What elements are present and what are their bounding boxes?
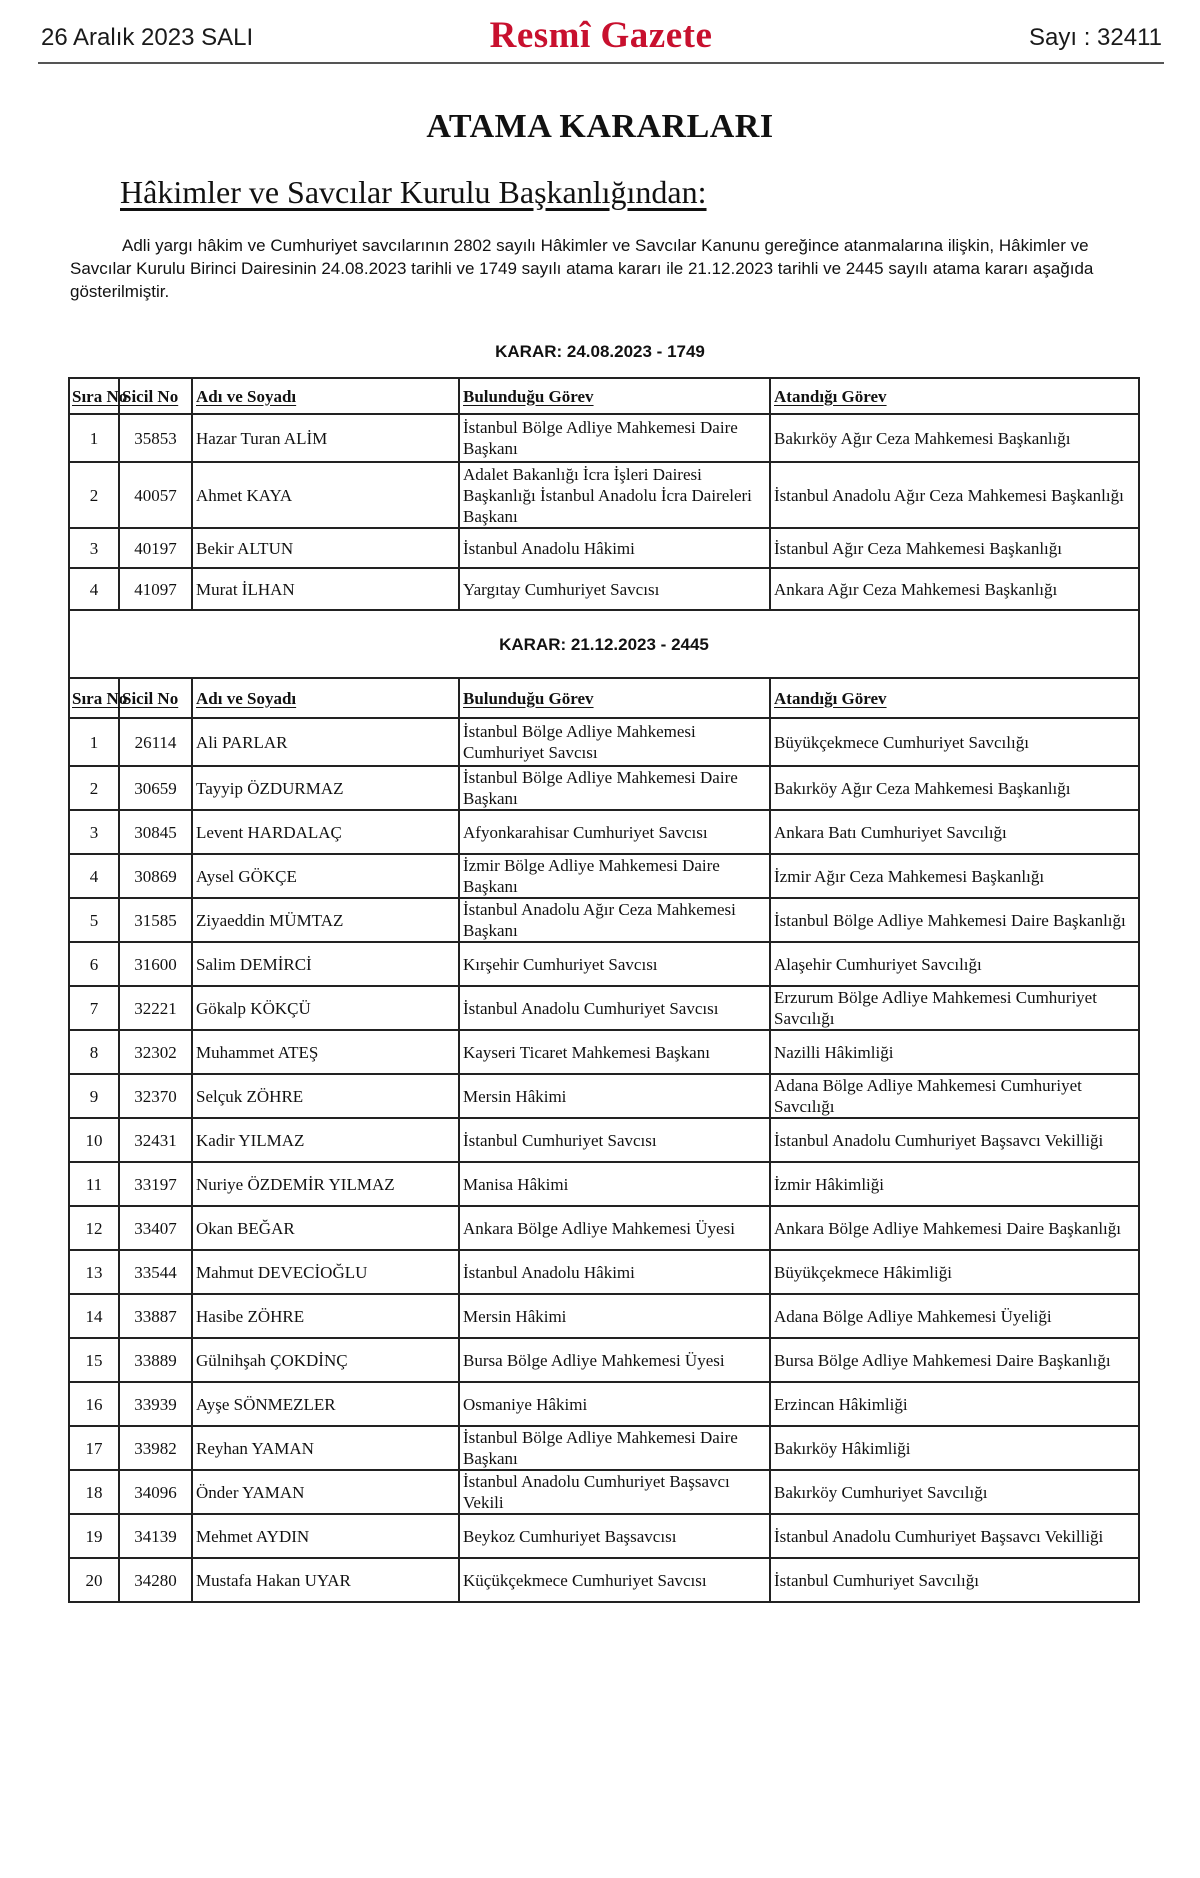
cell-adi-soyadi: Hasibe ZÖHRE (192, 1294, 459, 1338)
column-header-atandigi-gorev: Atandığı Görev (770, 678, 1139, 718)
cell-atandigi-gorev: Adana Bölge Adliye Mahkemesi Üyeliği (770, 1294, 1139, 1338)
cell-bulundugu-gorev: Beykoz Cumhuriyet Başsavcısı (459, 1514, 770, 1558)
appointments-table (68, 377, 1140, 1603)
cell-bulundugu-gorev: İzmir Bölge Adliye Mahkemesi Daire Başkanı (459, 854, 770, 898)
cell-bulundugu-gorev: Mersin Hâkimi (459, 1294, 770, 1338)
cell-atandigi-gorev: Adana Bölge Adliye Mahkemesi Cumhuriyet Savcılığı (770, 1074, 1139, 1118)
cell-adi-soyadi: Gülnihşah ÇOKDİNÇ (192, 1338, 459, 1382)
cell-sira-no: 14 (69, 1294, 119, 1338)
cell-sira-no: 2 (69, 766, 119, 810)
cell-sira-no: 6 (69, 942, 119, 986)
cell-adi-soyadi: Ali PARLAR (192, 718, 459, 766)
cell-adi-soyadi: Tayyip ÖZDURMAZ (192, 766, 459, 810)
cell-bulundugu-gorev: Kırşehir Cumhuriyet Savcısı (459, 942, 770, 986)
table-header-row (69, 678, 1139, 718)
cell-adi-soyadi: Murat İLHAN (192, 568, 459, 610)
cell-atandigi-gorev: Bakırköy Cumhuriyet Savcılığı (770, 1470, 1139, 1514)
table-row (69, 898, 1139, 942)
cell-sicil-no: 33197 (119, 1162, 192, 1206)
cell-sicil-no: 40057 (119, 462, 192, 528)
intro-paragraph: Adli yargı hâkim ve Cumhuriyet savcılarının 2802 sayılı Hâkimler ve Savcılar Kanunu gereğince atanmalarına ilişkin, Hâkimler ve Savcılar Kurulu Birinci Dairesinin 24.08.2023 tarihli ve 1749 sayılı atama kararı ile 21.12.2023 tarihli ve 2445 sayılı atama kararı aşağıda gösterilmiştir. (70, 236, 1094, 301)
cell-sicil-no: 32431 (119, 1118, 192, 1162)
cell-atandigi-gorev: Alaşehir Cumhuriyet Savcılığı (770, 942, 1139, 986)
table-row (69, 766, 1139, 810)
column-header-sira-no: Sıra No (69, 678, 119, 718)
cell-atandigi-gorev: İzmir Ağır Ceza Mahkemesi Başkanlığı (770, 854, 1139, 898)
cell-adi-soyadi: Nuriye ÖZDEMİR YILMAZ (192, 1162, 459, 1206)
cell-atandigi-gorev: İstanbul Anadolu Cumhuriyet Başsavcı Vekilliği (770, 1514, 1139, 1558)
issue-date: 26 Aralık 2023 SALI (41, 24, 254, 51)
cell-bulundugu-gorev: İstanbul Bölge Adliye Mahkemesi Daire Başkanı (459, 1426, 770, 1470)
cell-adi-soyadi: Mehmet AYDIN (192, 1514, 459, 1558)
column-header-atandigi-gorev: Atandığı Görev (770, 378, 1139, 414)
table-row (69, 718, 1139, 766)
table-row (69, 1206, 1139, 1250)
cell-adi-soyadi: Mustafa Hakan UYAR (192, 1558, 459, 1602)
publication-title: Resmî Gazete (489, 15, 713, 56)
cell-adi-soyadi: Selçuk ZÖHRE (192, 1074, 459, 1118)
table-row (69, 986, 1139, 1030)
table-row (69, 810, 1139, 854)
cell-sicil-no: 33407 (119, 1206, 192, 1250)
cell-sira-no: 20 (69, 1558, 119, 1602)
cell-sira-no: 4 (69, 568, 119, 610)
cell-sira-no: 19 (69, 1514, 119, 1558)
column-header-sicil-no: Sicil No (119, 378, 192, 414)
document-subtitle: Hâkimler ve Savcılar Kurulu Başkanlığından: (120, 174, 707, 210)
cell-sira-no: 17 (69, 1426, 119, 1470)
issue-number: Sayı : 32411 (1029, 24, 1162, 51)
table-row (69, 1338, 1139, 1382)
cell-atandigi-gorev: İstanbul Bölge Adliye Mahkemesi Daire Başkanlığı (770, 898, 1139, 942)
cell-adi-soyadi: Bekir ALTUN (192, 528, 459, 568)
cell-bulundugu-gorev: İstanbul Cumhuriyet Savcısı (459, 1118, 770, 1162)
cell-sicil-no: 30659 (119, 766, 192, 810)
cell-adi-soyadi: Muhammet ATEŞ (192, 1030, 459, 1074)
cell-sira-no: 4 (69, 854, 119, 898)
cell-sicil-no: 33887 (119, 1294, 192, 1338)
cell-sicil-no: 31600 (119, 942, 192, 986)
cell-sira-no: 18 (69, 1470, 119, 1514)
cell-adi-soyadi: Reyhan YAMAN (192, 1426, 459, 1470)
cell-atandigi-gorev: İstanbul Anadolu Ağır Ceza Mahkemesi Başkanlığı (770, 462, 1139, 528)
cell-bulundugu-gorev: İstanbul Anadolu Cumhuriyet Başsavcı Vekili (459, 1470, 770, 1514)
cell-bulundugu-gorev: İstanbul Anadolu Cumhuriyet Savcısı (459, 986, 770, 1030)
cell-sicil-no: 33982 (119, 1426, 192, 1470)
cell-sira-no: 13 (69, 1250, 119, 1294)
cell-sira-no: 10 (69, 1118, 119, 1162)
table-row (69, 1426, 1139, 1470)
cell-atandigi-gorev: Erzincan Hâkimliği (770, 1382, 1139, 1426)
cell-bulundugu-gorev: Manisa Hâkimi (459, 1162, 770, 1206)
column-header-adi-soyadi: Adı ve Soyadı (192, 378, 459, 414)
cell-sira-no: 3 (69, 810, 119, 854)
table-row (69, 528, 1139, 568)
cell-sicil-no: 34139 (119, 1514, 192, 1558)
cell-bulundugu-gorev: Osmaniye Hâkimi (459, 1382, 770, 1426)
cell-sira-no: 11 (69, 1162, 119, 1206)
table-row (69, 942, 1139, 986)
table-row (69, 462, 1139, 528)
cell-atandigi-gorev: Bakırköy Ağır Ceza Mahkemesi Başkanlığı (770, 766, 1139, 810)
cell-adi-soyadi: Okan BEĞAR (192, 1206, 459, 1250)
document-title: ATAMA KARARLARI (426, 108, 774, 145)
cell-bulundugu-gorev: Küçükçekmece Cumhuriyet Savcısı (459, 1558, 770, 1602)
column-header-sicil-no: Sicil No (119, 678, 192, 718)
decision-separator-row (69, 610, 1139, 678)
cell-sira-no: 2 (69, 462, 119, 528)
cell-sicil-no: 30869 (119, 854, 192, 898)
cell-atandigi-gorev: Erzurum Bölge Adliye Mahkemesi Cumhuriyet Savcılığı (770, 986, 1139, 1030)
cell-bulundugu-gorev: İstanbul Anadolu Hâkimi (459, 528, 770, 568)
table-row (69, 1558, 1139, 1602)
cell-sicil-no: 41097 (119, 568, 192, 610)
cell-sira-no: 8 (69, 1030, 119, 1074)
cell-adi-soyadi: Levent HARDALAÇ (192, 810, 459, 854)
cell-atandigi-gorev: Büyükçekmece Cumhuriyet Savcılığı (770, 718, 1139, 766)
column-header-adi-soyadi: Adı ve Soyadı (192, 678, 459, 718)
cell-sicil-no: 30845 (119, 810, 192, 854)
cell-adi-soyadi: Gökalp KÖKÇÜ (192, 986, 459, 1030)
cell-bulundugu-gorev: Mersin Hâkimi (459, 1074, 770, 1118)
column-header-sira-no: Sıra No (69, 378, 119, 414)
cell-adi-soyadi: Ayşe SÖNMEZLER (192, 1382, 459, 1426)
cell-bulundugu-gorev: Kayseri Ticaret Mahkemesi Başkanı (459, 1030, 770, 1074)
cell-adi-soyadi: Kadir YILMAZ (192, 1118, 459, 1162)
cell-sira-no: 16 (69, 1382, 119, 1426)
cell-adi-soyadi: Hazar Turan ALİM (192, 414, 459, 462)
cell-sicil-no: 40197 (119, 528, 192, 568)
cell-sicil-no: 33544 (119, 1250, 192, 1294)
cell-bulundugu-gorev: İstanbul Bölge Adliye Mahkemesi Cumhuriyet Savcısı (459, 718, 770, 766)
cell-adi-soyadi: Aysel GÖKÇE (192, 854, 459, 898)
cell-sira-no: 5 (69, 898, 119, 942)
cell-sicil-no: 33939 (119, 1382, 192, 1426)
cell-atandigi-gorev: İstanbul Anadolu Cumhuriyet Başsavcı Vekilliği (770, 1118, 1139, 1162)
table-row (69, 1514, 1139, 1558)
table-row (69, 414, 1139, 462)
table-row (69, 1294, 1139, 1338)
cell-atandigi-gorev: Büyükçekmece Hâkimliği (770, 1250, 1139, 1294)
cell-atandigi-gorev: Nazilli Hâkimliği (770, 1030, 1139, 1074)
column-header-bulundugu-gorev: Bulunduğu Görev (459, 678, 770, 718)
cell-sira-no: 12 (69, 1206, 119, 1250)
table-row (69, 1162, 1139, 1206)
table-header-row (69, 378, 1139, 414)
cell-atandigi-gorev: İzmir Hâkimliği (770, 1162, 1139, 1206)
masthead (38, 14, 1164, 64)
cell-bulundugu-gorev: Adalet Bakanlığı İcra İşleri Dairesi Başkanlığı İstanbul Anadolu İcra Daireleri Başkanı (459, 462, 770, 528)
table-row (69, 1074, 1139, 1118)
table-row (69, 854, 1139, 898)
cell-atandigi-gorev: Ankara Bölge Adliye Mahkemesi Daire Başkanlığı (770, 1206, 1139, 1250)
cell-sicil-no: 32370 (119, 1074, 192, 1118)
decision-heading: KARAR: 21.12.2023 - 2445 (69, 610, 1139, 678)
table-row (69, 1470, 1139, 1514)
cell-adi-soyadi: Önder YAMAN (192, 1470, 459, 1514)
masthead-divider (38, 62, 1164, 64)
cell-sira-no: 7 (69, 986, 119, 1030)
table-row (69, 568, 1139, 610)
cell-sira-no: 1 (69, 718, 119, 766)
cell-bulundugu-gorev: İstanbul Bölge Adliye Mahkemesi Daire Başkanı (459, 766, 770, 810)
cell-sicil-no: 35853 (119, 414, 192, 462)
table-row (69, 1250, 1139, 1294)
cell-bulundugu-gorev: Ankara Bölge Adliye Mahkemesi Üyesi (459, 1206, 770, 1250)
table-row (69, 1030, 1139, 1074)
decision-heading: KARAR: 24.08.2023 - 1749 (495, 342, 705, 361)
cell-bulundugu-gorev: İstanbul Anadolu Ağır Ceza Mahkemesi Başkanı (459, 898, 770, 942)
cell-bulundugu-gorev: Bursa Bölge Adliye Mahkemesi Üyesi (459, 1338, 770, 1382)
cell-atandigi-gorev: İstanbul Cumhuriyet Savcılığı (770, 1558, 1139, 1602)
cell-bulundugu-gorev: İstanbul Bölge Adliye Mahkemesi Daire Başkanı (459, 414, 770, 462)
cell-sicil-no: 32221 (119, 986, 192, 1030)
table-row (69, 1118, 1139, 1162)
column-header-bulundugu-gorev: Bulunduğu Görev (459, 378, 770, 414)
cell-sicil-no: 33889 (119, 1338, 192, 1382)
cell-sira-no: 15 (69, 1338, 119, 1382)
cell-atandigi-gorev: Ankara Batı Cumhuriyet Savcılığı (770, 810, 1139, 854)
cell-atandigi-gorev: İstanbul Ağır Ceza Mahkemesi Başkanlığı (770, 528, 1139, 568)
cell-atandigi-gorev: Bursa Bölge Adliye Mahkemesi Daire Başkanlığı (770, 1338, 1139, 1382)
cell-sicil-no: 34096 (119, 1470, 192, 1514)
cell-atandigi-gorev: Ankara Ağır Ceza Mahkemesi Başkanlığı (770, 568, 1139, 610)
cell-sira-no: 3 (69, 528, 119, 568)
cell-bulundugu-gorev: İstanbul Anadolu Hâkimi (459, 1250, 770, 1294)
cell-sira-no: 9 (69, 1074, 119, 1118)
cell-sira-no: 1 (69, 414, 119, 462)
cell-atandigi-gorev: Bakırköy Hâkimliği (770, 1426, 1139, 1470)
cell-adi-soyadi: Ziyaeddin MÜMTAZ (192, 898, 459, 942)
cell-atandigi-gorev: Bakırköy Ağır Ceza Mahkemesi Başkanlığı (770, 414, 1139, 462)
cell-adi-soyadi: Ahmet KAYA (192, 462, 459, 528)
table-row (69, 1382, 1139, 1426)
cell-bulundugu-gorev: Afyonkarahisar Cumhuriyet Savcısı (459, 810, 770, 854)
cell-sicil-no: 31585 (119, 898, 192, 942)
cell-sicil-no: 26114 (119, 718, 192, 766)
cell-adi-soyadi: Mahmut DEVECİOĞLU (192, 1250, 459, 1294)
cell-adi-soyadi: Salim DEMİRCİ (192, 942, 459, 986)
cell-sicil-no: 32302 (119, 1030, 192, 1074)
cell-sicil-no: 34280 (119, 1558, 192, 1602)
cell-bulundugu-gorev: Yargıtay Cumhuriyet Savcısı (459, 568, 770, 610)
